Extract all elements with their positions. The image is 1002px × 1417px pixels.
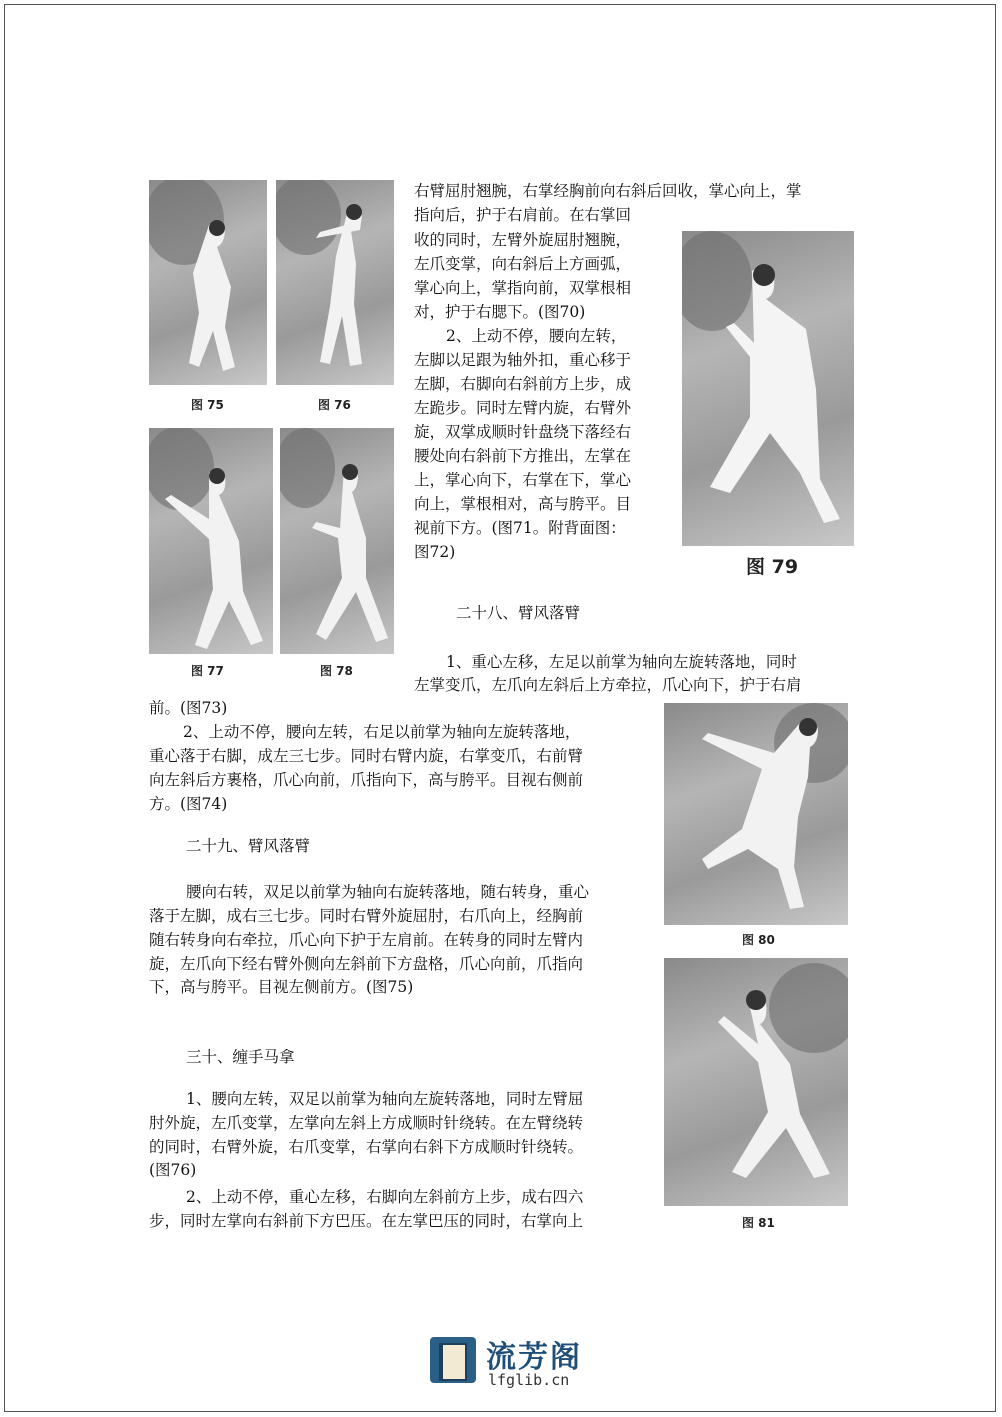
text-line: 落于左脚，成右三七步。同时右臂外旋屈肘，右爪向上，经胸前: [149, 907, 584, 925]
text-line: 向左斜后方裹格，爪心向前，爪指向下，高与胯平。目视右侧前: [149, 771, 584, 789]
text-line: 左脚，右脚向右斜前方上步，成: [414, 375, 632, 393]
photo-figure-80: [664, 703, 848, 925]
text-line: 腰向右转，双足以前掌为轴向右旋转落地，随右转身，重心: [186, 883, 590, 901]
text-line: 1、重心左移，左足以前掌为轴向左旋转落地，同时: [446, 653, 797, 671]
caption-figure-81: 图 81: [742, 1216, 775, 1230]
text-line: 2、上动不停，重心左移，右脚向左斜前方上步，成右四六: [186, 1188, 584, 1206]
section-heading-30: 三十、缠手马拿: [186, 1048, 295, 1066]
text-line: 步，同时左掌向右斜前下方巴压。在左掌巴压的同时，右掌向上: [149, 1212, 584, 1230]
photo-figure-78: [280, 428, 394, 654]
text-line: 向上，掌根相对，高与胯平。目: [414, 495, 632, 513]
text-line: 左跪步。同时左臂内旋，右臂外: [414, 399, 632, 417]
text-line: (图76): [149, 1161, 197, 1179]
book-logo-icon: [430, 1337, 476, 1383]
caption-figure-75: 图 75: [191, 398, 224, 412]
text-line: 重心落于右脚，成左三七步。同时右臂内旋，右掌变爪，右前臂: [149, 747, 584, 765]
photo-figure-75: [149, 180, 267, 385]
photo-figure-81: [664, 958, 848, 1206]
text-line: 1、腰向左转，双足以前掌为轴向左旋转落地，同时左臂屈: [186, 1090, 584, 1108]
text-line: 肘外旋，左爪变掌，左掌向左斜上方成顺时针绕转。在左臂绕转: [149, 1114, 584, 1132]
text-line: 视前下方。(图71。附背面图：: [414, 519, 626, 537]
section-heading-29: 二十九、臂风落臂: [186, 837, 311, 855]
text-line: 指向后，护于右肩前。在右掌回: [414, 206, 632, 224]
text-line: 左爪变掌，向右斜后上方画弧，: [414, 255, 632, 273]
caption-figure-76: 图 76: [318, 398, 351, 412]
text-line: 收的同时，左臂外旋屈肘翘腕，: [414, 231, 632, 249]
text-line: 上，掌心向下，右掌在下，掌心: [414, 471, 632, 489]
text-line: 下，高与胯平。目视左侧前方。(图75): [149, 978, 414, 996]
caption-figure-80: 图 80: [742, 933, 775, 947]
text-line: 掌心向上，掌指向前，双掌根相: [414, 279, 632, 297]
text-line: 随右转身向右牵拉，爪心向下护于左肩前。在转身的同时左臂内: [149, 931, 584, 949]
text-line: 对，护于右腮下。(图70): [414, 303, 586, 321]
watermark-url: lfglib.cn: [488, 1371, 570, 1389]
watermark-name: 流芳阁: [486, 1340, 582, 1375]
text-line: 2、上动不停，腰向左转，右足以前掌为轴向左旋转落地，: [183, 723, 581, 741]
caption-figure-79: 图 79: [746, 556, 799, 578]
caption-figure-77: 图 77: [191, 664, 224, 678]
text-line: 左脚以足跟为轴外扣，重心移于: [414, 351, 632, 369]
photo-figure-79: [682, 231, 854, 546]
text-line: 方。(图74): [149, 795, 228, 813]
caption-figure-78: 图 78: [320, 664, 353, 678]
text-line: 前。(图73): [149, 699, 228, 717]
text-line: 旋，左爪向下经右臂外侧向左斜前下方盘格，爪心向前，爪指向: [149, 955, 584, 973]
text-line: 的同时，右臂外旋，右爪变掌，右掌向右斜下方成顺时针绕转。: [149, 1138, 584, 1156]
text-line: 2、上动不停，腰向左转，: [446, 327, 627, 345]
text-line: 左掌变爪，左爪向左斜后上方牵拉，爪心向下，护于右肩: [414, 676, 802, 694]
text-line: 旋，双掌成顺时针盘绕下落经右: [414, 423, 632, 441]
photo-figure-76: [276, 180, 394, 385]
text-line: 图72): [414, 543, 456, 561]
text-line: 腰处向右斜前下方推出，左掌在: [414, 447, 632, 465]
text-line: 右臂屈肘翘腕，右掌经胸前向右斜后回收，掌心向上，掌: [414, 182, 802, 200]
photo-figure-77: [149, 428, 273, 654]
section-heading-28: 二十八、臂风落臂: [456, 604, 581, 622]
